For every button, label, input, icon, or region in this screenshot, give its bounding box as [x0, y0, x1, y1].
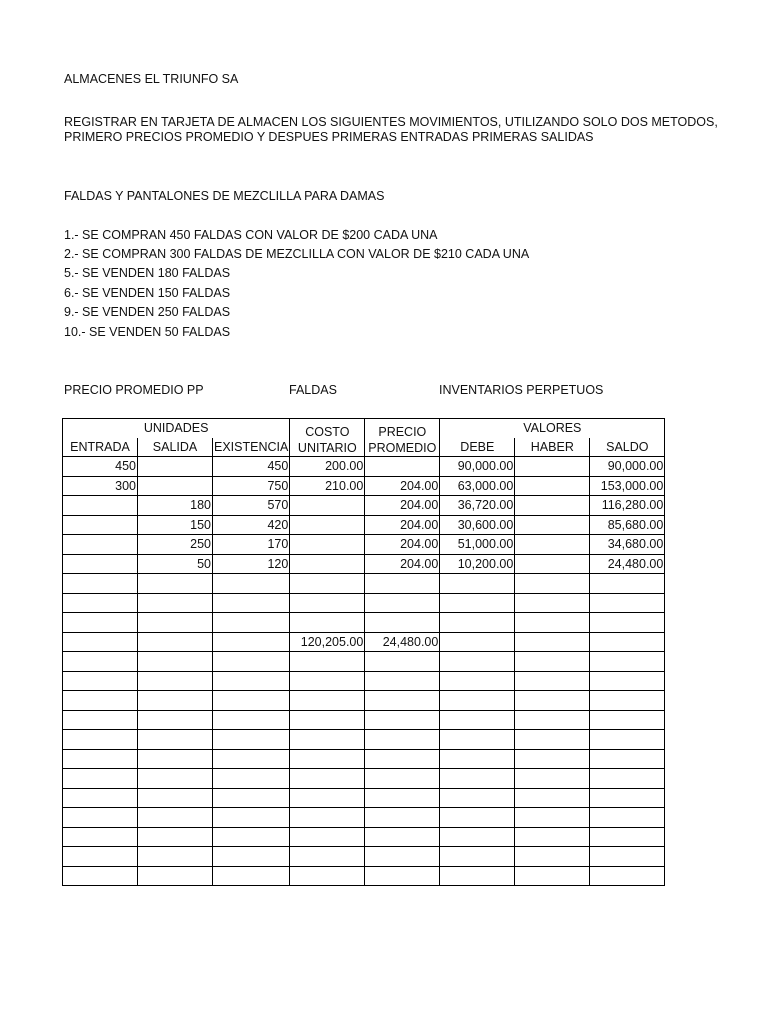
salida-cell — [138, 710, 213, 730]
debe-cell: 51,000.00 — [440, 535, 515, 555]
entrada-cell — [63, 652, 138, 672]
existencia-cell — [213, 691, 290, 711]
valores-header: VALORES — [440, 419, 665, 438]
entrada-cell: 300 — [63, 476, 138, 496]
haber-cell — [515, 691, 590, 711]
existencia-cell — [213, 710, 290, 730]
existencia-cell — [213, 808, 290, 828]
instruction-line-2: PRIMERO PRECIOS PROMEDIO Y DESPUES PRIMERAS ENTRADAS PRIMERAS SALIDAS — [64, 130, 594, 144]
existencia-cell — [213, 749, 290, 769]
costo-unitario-cell — [290, 691, 365, 711]
debe-cell — [440, 847, 515, 867]
precio-promedio-cell — [365, 613, 440, 633]
costo-unitario-cell — [290, 535, 365, 555]
entrada-cell — [63, 613, 138, 633]
existencia-cell — [213, 652, 290, 672]
haber-cell — [515, 476, 590, 496]
debe-cell: 30,600.00 — [440, 515, 515, 535]
haber-cell — [515, 808, 590, 828]
salida-cell — [138, 671, 213, 691]
costo-unitario-cell — [290, 749, 365, 769]
salida-cell: 50 — [138, 554, 213, 574]
precio-label: PRECIO — [378, 425, 427, 439]
precio-promedio-cell — [365, 827, 440, 847]
haber-cell — [515, 457, 590, 477]
saldo-cell: 34,680.00 — [590, 535, 665, 555]
entrada-cell — [63, 515, 138, 535]
salida-cell: 250 — [138, 535, 213, 555]
precio-promedio-cell — [365, 808, 440, 828]
precio-promedio-cell: 204.00 — [365, 476, 440, 496]
table-row — [63, 496, 665, 516]
existencia-cell — [213, 847, 290, 867]
inventory-card-table — [62, 418, 665, 886]
debe-cell — [440, 827, 515, 847]
entrada-cell — [63, 691, 138, 711]
haber-cell — [515, 535, 590, 555]
debe-cell: 10,200.00 — [440, 554, 515, 574]
salida-cell — [138, 749, 213, 769]
debe-cell — [440, 593, 515, 613]
saldo-cell — [590, 574, 665, 594]
saldo-cell — [590, 749, 665, 769]
haber-cell — [515, 769, 590, 789]
movement-item: 9.- SE VENDEN 250 FALDAS — [64, 305, 231, 319]
salida-cell — [138, 730, 213, 750]
salida-cell — [138, 652, 213, 672]
table-row — [63, 632, 665, 652]
existencia-cell: 170 — [213, 535, 290, 555]
existencia-cell — [213, 613, 290, 633]
debe-cell: 63,000.00 — [440, 476, 515, 496]
saldo-cell — [590, 788, 665, 808]
haber-cell — [515, 847, 590, 867]
salida-cell — [138, 847, 213, 867]
haber-cell — [515, 730, 590, 750]
costo-label: COSTO — [305, 425, 350, 439]
haber-cell — [515, 866, 590, 886]
haber-cell — [515, 554, 590, 574]
entrada-cell — [63, 788, 138, 808]
item-label: FALDAS — [289, 383, 337, 397]
saldo-cell — [590, 769, 665, 789]
saldo-cell — [590, 593, 665, 613]
existencia-cell: 450 — [213, 457, 290, 477]
table-row — [63, 769, 665, 789]
entrada-cell — [63, 730, 138, 750]
table-row — [63, 652, 665, 672]
saldo-cell — [590, 730, 665, 750]
saldo-cell — [590, 613, 665, 633]
existencia-cell: 570 — [213, 496, 290, 516]
saldo-cell — [590, 710, 665, 730]
movement-item: 2.- SE COMPRAN 300 FALDAS DE MEZCLILLA CON VALOR DE $210 CADA UNA — [64, 247, 530, 261]
table-row — [63, 457, 665, 477]
precio-promedio-cell: 204.00 — [365, 535, 440, 555]
saldo-cell — [590, 827, 665, 847]
debe-cell — [440, 652, 515, 672]
entrada-cell — [63, 593, 138, 613]
existencia-cell — [213, 730, 290, 750]
debe-cell — [440, 866, 515, 886]
entrada-cell — [63, 827, 138, 847]
costo-unitario-cell: 210.00 — [290, 476, 365, 496]
costo-unitario-cell — [290, 652, 365, 672]
unidades-header: UNIDADES — [63, 419, 290, 438]
precio-promedio-cell — [365, 457, 440, 477]
haber-cell — [515, 632, 590, 652]
existencia-cell — [213, 574, 290, 594]
debe-cell — [440, 574, 515, 594]
movement-item: 5.- SE VENDEN 180 FALDAS — [64, 266, 231, 280]
existencia-cell — [213, 769, 290, 789]
debe-cell — [440, 632, 515, 652]
saldo-cell: 90,000.00 — [590, 457, 665, 477]
table-row — [63, 691, 665, 711]
table-row — [63, 710, 665, 730]
costo-unitario-cell — [290, 496, 365, 516]
costo-unitario-cell — [290, 515, 365, 535]
costo-unitario-cell — [290, 554, 365, 574]
existencia-cell — [213, 671, 290, 691]
salida-cell: 180 — [138, 496, 213, 516]
haber-cell — [515, 827, 590, 847]
saldo-cell: 24,480.00 — [590, 554, 665, 574]
table-row — [63, 535, 665, 555]
saldo-cell — [590, 808, 665, 828]
existencia-cell: 750 — [213, 476, 290, 496]
table-row — [63, 671, 665, 691]
entrada-cell: 450 — [63, 457, 138, 477]
movement-item: 6.- SE VENDEN 150 FALDAS — [64, 286, 231, 300]
salida-cell — [138, 593, 213, 613]
debe-cell: 90,000.00 — [440, 457, 515, 477]
entrada-cell — [63, 769, 138, 789]
haber-cell — [515, 574, 590, 594]
salida-cell — [138, 827, 213, 847]
entrada-cell — [63, 496, 138, 516]
table-row — [63, 613, 665, 633]
costo-unitario-cell — [290, 769, 365, 789]
precio-promedio-cell — [365, 749, 440, 769]
precio-promedio-cell — [365, 847, 440, 867]
costo-unitario-cell: 120,205.00 — [290, 632, 365, 652]
table-row — [63, 574, 665, 594]
table-row — [63, 515, 665, 535]
precio-promedio-cell: 204.00 — [365, 554, 440, 574]
saldo-cell — [590, 866, 665, 886]
debe-cell — [440, 691, 515, 711]
precio-promedio-cell — [365, 574, 440, 594]
precio-promedio-cell — [365, 593, 440, 613]
salida-cell — [138, 769, 213, 789]
entrada-cell — [63, 847, 138, 867]
col-header-salida: SALIDA — [138, 438, 213, 457]
entrada-cell — [63, 632, 138, 652]
entrada-cell — [63, 710, 138, 730]
saldo-cell: 85,680.00 — [590, 515, 665, 535]
entrada-cell — [63, 808, 138, 828]
movement-item: 10.- SE VENDEN 50 FALDAS — [64, 325, 231, 339]
system-label: INVENTARIOS PERPETUOS — [439, 383, 604, 397]
debe-cell — [440, 730, 515, 750]
haber-cell — [515, 671, 590, 691]
saldo-cell — [590, 652, 665, 672]
costo-unitario-cell — [290, 808, 365, 828]
precio-promedio-cell — [365, 691, 440, 711]
costo-unitario-header — [290, 419, 365, 457]
col-header-haber: HABER — [515, 438, 590, 457]
saldo-cell — [590, 847, 665, 867]
col-header-debe: DEBE — [440, 438, 515, 457]
movement-item: 1.- SE COMPRAN 450 FALDAS CON VALOR DE $200 CADA UNA — [64, 228, 438, 242]
table-row — [63, 593, 665, 613]
haber-cell — [515, 593, 590, 613]
table-row — [63, 730, 665, 750]
costo-unitario-cell — [290, 613, 365, 633]
costo-unitario-cell — [290, 593, 365, 613]
salida-cell — [138, 632, 213, 652]
saldo-cell: 116,280.00 — [590, 496, 665, 516]
costo-unitario-cell — [290, 710, 365, 730]
instruction-line-1: REGISTRAR EN TARJETA DE ALMACEN LOS SIGUIENTES MOVIMIENTOS, UTILIZANDO SOLO DOS METODOS, — [64, 115, 718, 129]
precio-promedio-cell — [365, 652, 440, 672]
haber-cell — [515, 496, 590, 516]
table-row — [63, 827, 665, 847]
saldo-cell: 153,000.00 — [590, 476, 665, 496]
table-row — [63, 788, 665, 808]
salida-cell — [138, 457, 213, 477]
precio-promedio-cell — [365, 671, 440, 691]
saldo-cell — [590, 691, 665, 711]
precio-promedio-cell — [365, 730, 440, 750]
existencia-cell: 420 — [213, 515, 290, 535]
haber-cell — [515, 652, 590, 672]
promedio-label: PROMEDIO — [368, 441, 437, 455]
precio-promedio-cell — [365, 769, 440, 789]
unitario-label: UNITARIO — [297, 441, 357, 455]
salida-cell — [138, 788, 213, 808]
debe-cell — [440, 613, 515, 633]
debe-cell — [440, 749, 515, 769]
haber-cell — [515, 788, 590, 808]
col-header-saldo: SALDO — [590, 438, 665, 457]
existencia-cell — [213, 866, 290, 886]
debe-cell — [440, 788, 515, 808]
precio-promedio-cell: 24,480.00 — [365, 632, 440, 652]
entrada-cell — [63, 574, 138, 594]
salida-cell — [138, 613, 213, 633]
existencia-cell — [213, 788, 290, 808]
costo-unitario-cell — [290, 866, 365, 886]
salida-cell — [138, 574, 213, 594]
costo-unitario-cell — [290, 827, 365, 847]
precio-promedio-cell: 204.00 — [365, 496, 440, 516]
existencia-cell — [213, 593, 290, 613]
haber-cell — [515, 749, 590, 769]
haber-cell — [515, 710, 590, 730]
product-description: FALDAS Y PANTALONES DE MEZCLILLA PARA DAMAS — [64, 189, 385, 203]
debe-cell — [440, 671, 515, 691]
table-row — [63, 847, 665, 867]
salida-cell: 150 — [138, 515, 213, 535]
salida-cell — [138, 866, 213, 886]
existencia-cell: 120 — [213, 554, 290, 574]
haber-cell — [515, 515, 590, 535]
method-label: PRECIO PROMEDIO PP — [64, 383, 204, 397]
table-row — [63, 554, 665, 574]
entrada-cell — [63, 866, 138, 886]
costo-unitario-cell — [290, 671, 365, 691]
existencia-cell — [213, 632, 290, 652]
table-row — [63, 749, 665, 769]
entrada-cell — [63, 671, 138, 691]
costo-unitario-cell — [290, 574, 365, 594]
debe-cell: 36,720.00 — [440, 496, 515, 516]
col-header-existencia: EXISTENCIA — [213, 438, 290, 457]
existencia-cell — [213, 827, 290, 847]
entrada-cell — [63, 749, 138, 769]
haber-cell — [515, 613, 590, 633]
precio-promedio-cell — [365, 866, 440, 886]
salida-cell — [138, 691, 213, 711]
table-row — [63, 808, 665, 828]
precio-promedio-cell — [365, 710, 440, 730]
table-row — [63, 476, 665, 496]
debe-cell — [440, 769, 515, 789]
company-name: ALMACENES EL TRIUNFO SA — [64, 72, 239, 86]
table-row — [63, 866, 665, 886]
debe-cell — [440, 808, 515, 828]
costo-unitario-cell — [290, 788, 365, 808]
costo-unitario-cell: 200.00 — [290, 457, 365, 477]
costo-unitario-cell — [290, 730, 365, 750]
salida-cell — [138, 808, 213, 828]
saldo-cell — [590, 632, 665, 652]
debe-cell — [440, 710, 515, 730]
entrada-cell — [63, 535, 138, 555]
costo-unitario-cell — [290, 847, 365, 867]
precio-promedio-cell — [365, 788, 440, 808]
col-header-entrada: ENTRADA — [63, 438, 138, 457]
saldo-cell — [590, 671, 665, 691]
precio-promedio-header — [365, 419, 440, 457]
entrada-cell — [63, 554, 138, 574]
salida-cell — [138, 476, 213, 496]
precio-promedio-cell: 204.00 — [365, 515, 440, 535]
